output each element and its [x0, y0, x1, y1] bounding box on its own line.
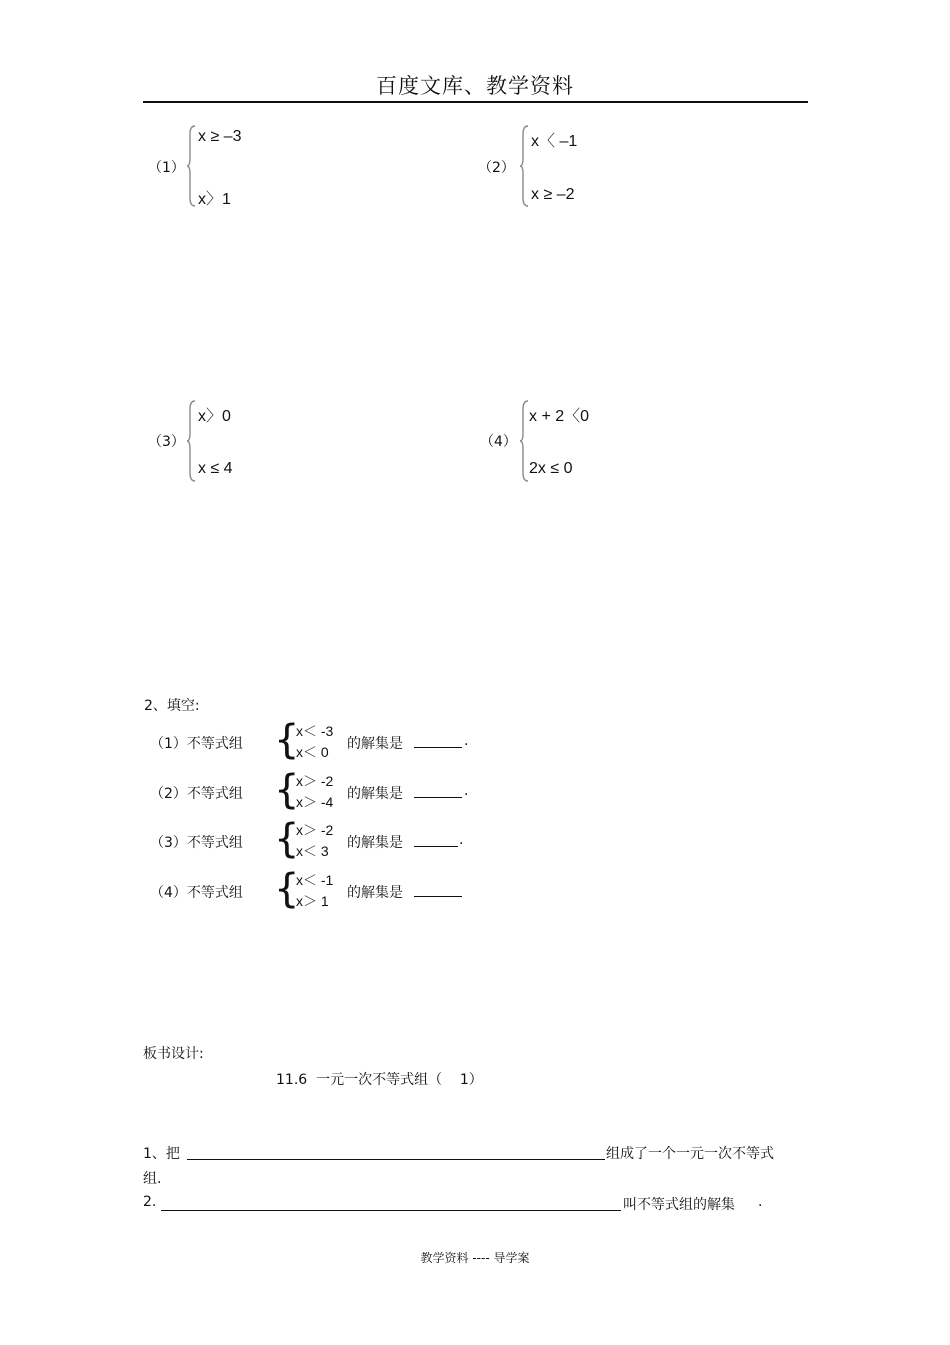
system-4-brace — [519, 399, 529, 483]
fill-item-3-line-1: x＞ -2 — [296, 822, 334, 838]
fill-heading: 2、填空: — [144, 698, 200, 714]
system-2-brace — [519, 124, 529, 208]
fill-item-2-line-1: x＞ -2 — [296, 773, 334, 789]
system-4-label: （4） — [480, 434, 517, 450]
fill-item-3-label: （3）不等式组 — [150, 835, 243, 851]
fill-item-1-line-2: x＜ 0 — [296, 744, 329, 760]
system-3-line-2: x ≤ 4 — [198, 460, 233, 477]
system-2-label: （2） — [478, 160, 515, 176]
board-line-2-suffix: 叫不等式组的解集 — [623, 1197, 735, 1213]
system-1-line-1: x ≥ –3 — [198, 128, 242, 145]
header-divider — [143, 101, 808, 103]
document-title: 百度文库、教学资料 — [376, 74, 574, 98]
board-heading: 板书设计: — [143, 1046, 204, 1062]
fill-item-3-blank[interactable] — [414, 832, 458, 847]
fill-item-4-label: （4）不等式组 — [150, 885, 243, 901]
system-4-line-1: x + 2〈0 — [529, 408, 590, 425]
board-line-1-suffix: 组成了一个一元一次不等式 — [606, 1146, 774, 1162]
board-line-2-end: . — [758, 1194, 763, 1210]
system-2-line-2: x ≥ –2 — [531, 186, 575, 203]
fill-item-2-suffix: 的解集是 — [347, 786, 403, 802]
board-line-1-continuation: 组. — [143, 1171, 162, 1187]
system-1-brace — [186, 124, 196, 208]
fill-item-1-label: （1）不等式组 — [150, 736, 243, 752]
system-2-line-1: x〈 –1 — [531, 133, 578, 150]
fill-item-4-suffix: 的解集是 — [347, 885, 403, 901]
system-4-line-2: 2x ≤ 0 — [529, 460, 573, 477]
fill-item-2-label: （2）不等式组 — [150, 786, 243, 802]
fill-item-4-brace: { — [274, 866, 300, 912]
fill-item-2-blank[interactable] — [414, 783, 462, 798]
board-title: 11.6 一元一次不等式组（ 1） — [276, 1072, 483, 1088]
system-1-line-2: x〉1 — [198, 191, 231, 208]
fill-item-1-line-1: x＜ -3 — [296, 723, 334, 739]
system-1-label: （1） — [148, 160, 185, 176]
fill-item-2-brace: { — [274, 767, 300, 813]
fill-item-3-end: . — [459, 832, 464, 848]
board-line-2-prefix: 2. — [143, 1194, 157, 1210]
fill-item-2-line-2: x＞ -4 — [296, 794, 334, 810]
board-line-2-blank[interactable] — [161, 1210, 621, 1211]
page-footer: 教学资料 ---- 导学案 — [420, 1251, 530, 1265]
system-3-label: （3） — [148, 434, 185, 450]
fill-item-3-suffix: 的解集是 — [347, 835, 403, 851]
system-3-line-1: x〉0 — [198, 408, 231, 425]
system-3-brace — [186, 399, 196, 483]
fill-item-4-line-2: x＞ 1 — [296, 893, 329, 909]
fill-item-3-line-2: x＜ 3 — [296, 843, 329, 859]
fill-item-1-end: . — [464, 733, 469, 749]
fill-item-1-blank[interactable] — [414, 733, 462, 748]
board-line-1-blank[interactable] — [187, 1159, 605, 1160]
fill-item-4-line-1: x＜ -1 — [296, 872, 334, 888]
fill-item-3-brace: { — [274, 816, 300, 862]
board-line-1-prefix: 1、把 — [143, 1146, 180, 1162]
fill-item-2-end: . — [464, 783, 469, 799]
fill-item-1-brace: { — [274, 717, 300, 763]
fill-item-1-suffix: 的解集是 — [347, 736, 403, 752]
fill-item-4-blank[interactable] — [414, 882, 462, 897]
